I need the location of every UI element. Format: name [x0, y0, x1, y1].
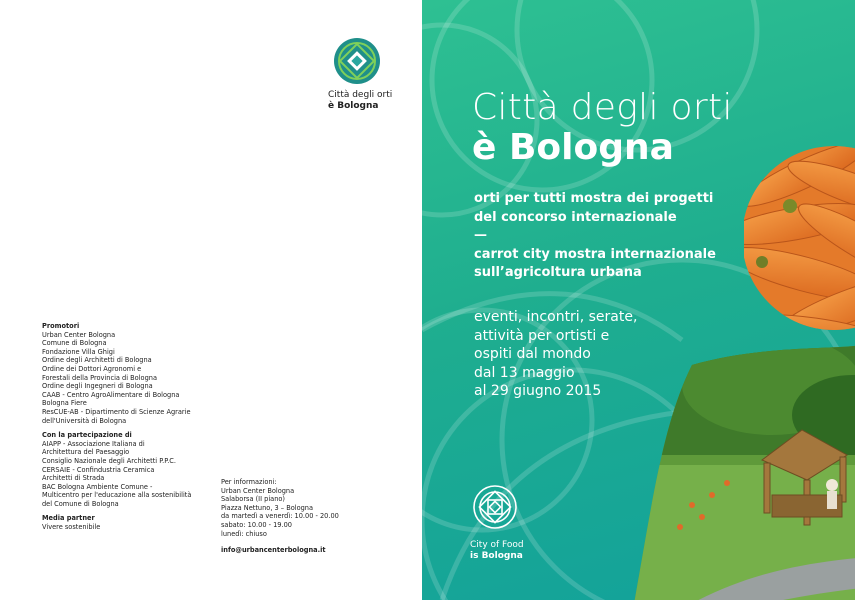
media-item: Vivere sostenibile	[42, 523, 101, 532]
partecipazione-item: BAC Bologna Ambiente Comune -	[42, 482, 153, 491]
cover-subtitle	[474, 190, 724, 283]
promotori-item: Urban Center Bologna	[42, 330, 116, 339]
right-logo-text	[470, 540, 524, 562]
front-cover-panel	[422, 0, 855, 600]
left-logo-line2: è Bologna	[328, 101, 379, 111]
promotori-item: dell'Università di Bologna	[42, 416, 127, 425]
partecipazione-item: AIAPP - Associazione Italiana di	[42, 439, 145, 448]
promotori-list	[42, 331, 222, 426]
info-line: Urban Center Bologna	[221, 486, 295, 495]
promotori-item: Bologna Fiere	[42, 399, 87, 408]
promotori-item: Ordine degli Ingegneri di Bologna	[42, 382, 153, 391]
flower-logo-outline-icon	[472, 484, 518, 530]
info-line: da martedì a venerdì: 10.00 - 20.00	[221, 512, 339, 521]
cover-title-light: Città degli orti	[472, 87, 733, 128]
subtitle-line: —	[474, 228, 487, 243]
info-heading: Per informazioni:	[221, 478, 277, 486]
garden-photo	[632, 345, 855, 600]
info-line: lunedì: chiuso	[221, 529, 267, 538]
event-line: eventi, incontri, serate,	[474, 309, 638, 325]
event-line: al 29 giugno 2015	[474, 383, 602, 399]
subtitle-line: sull’agricoltura urbana	[474, 265, 642, 280]
info-line: sabato: 10.00 - 19.00	[221, 520, 292, 529]
info-lines	[221, 487, 401, 539]
promotori-item: Ordine degli Architetti di Bologna	[42, 356, 152, 365]
left-logo-text	[328, 90, 392, 112]
partecipazione-list	[42, 440, 222, 509]
promotori-item: CAAB - Centro AgroAlimentare di Bologna	[42, 390, 180, 399]
promotori-item: Comune di Bologna	[42, 339, 107, 348]
subtitle-line: carrot city mostra internazionale	[474, 246, 716, 262]
partecipazione-item: Architettura del Paesaggio	[42, 448, 130, 457]
partecipazione-item: del Comune di Bologna	[42, 499, 119, 508]
partecipazione-item: Multicentro per l'educazione alla sostenibilità	[42, 491, 192, 500]
promotori-heading: Promotori	[42, 322, 80, 330]
event-line: dal 13 maggio	[474, 364, 575, 381]
promotori-item: Forestali della Provincia di Bologna	[42, 373, 157, 382]
back-cover-panel	[0, 0, 422, 600]
media-heading: Media partner	[42, 514, 95, 523]
cover-title-bold: è Bologna	[472, 127, 674, 168]
media-list	[42, 523, 222, 532]
credits-block	[42, 322, 222, 532]
partecipazione-heading: Con la partecipazione di	[42, 431, 132, 440]
partecipazione-item: Architetti di Strada	[42, 474, 105, 483]
partecipazione-item: Consiglio Nazionale degli Architetti P.P.C.	[42, 456, 176, 465]
promotori-item: ResCUE-AB - Dipartimento di Scienze Agrarie	[42, 407, 191, 416]
right-logo-line2: is Bologna	[470, 551, 523, 561]
subtitle-line: orti per tutti mostra dei progetti	[474, 191, 714, 206]
promotori-item: Ordine dei Dottori Agronomi e	[42, 364, 142, 373]
left-logo-line1: Città degli orti	[328, 90, 393, 100]
subtitle-line: del concorso internazionale	[474, 209, 677, 225]
event-line: attività per ortisti e	[474, 327, 610, 344]
partecipazione-item: CERSAIE - Confindustria Ceramica	[42, 465, 155, 474]
info-line: Piazza Nettuno, 3 – Bologna	[221, 503, 314, 512]
right-logo-line1: City of Food	[470, 540, 524, 550]
promotori-item: Fondazione Villa Ghigi	[42, 347, 115, 356]
info-line: Salaborsa (II piano)	[221, 495, 286, 504]
info-email-link[interactable]: info@urbancenterbologna.it	[221, 546, 326, 555]
flower-logo-icon	[332, 36, 382, 86]
event-line: ospiti dal mondo	[474, 346, 591, 362]
carrots-photo	[744, 134, 855, 344]
info-block	[221, 478, 401, 555]
